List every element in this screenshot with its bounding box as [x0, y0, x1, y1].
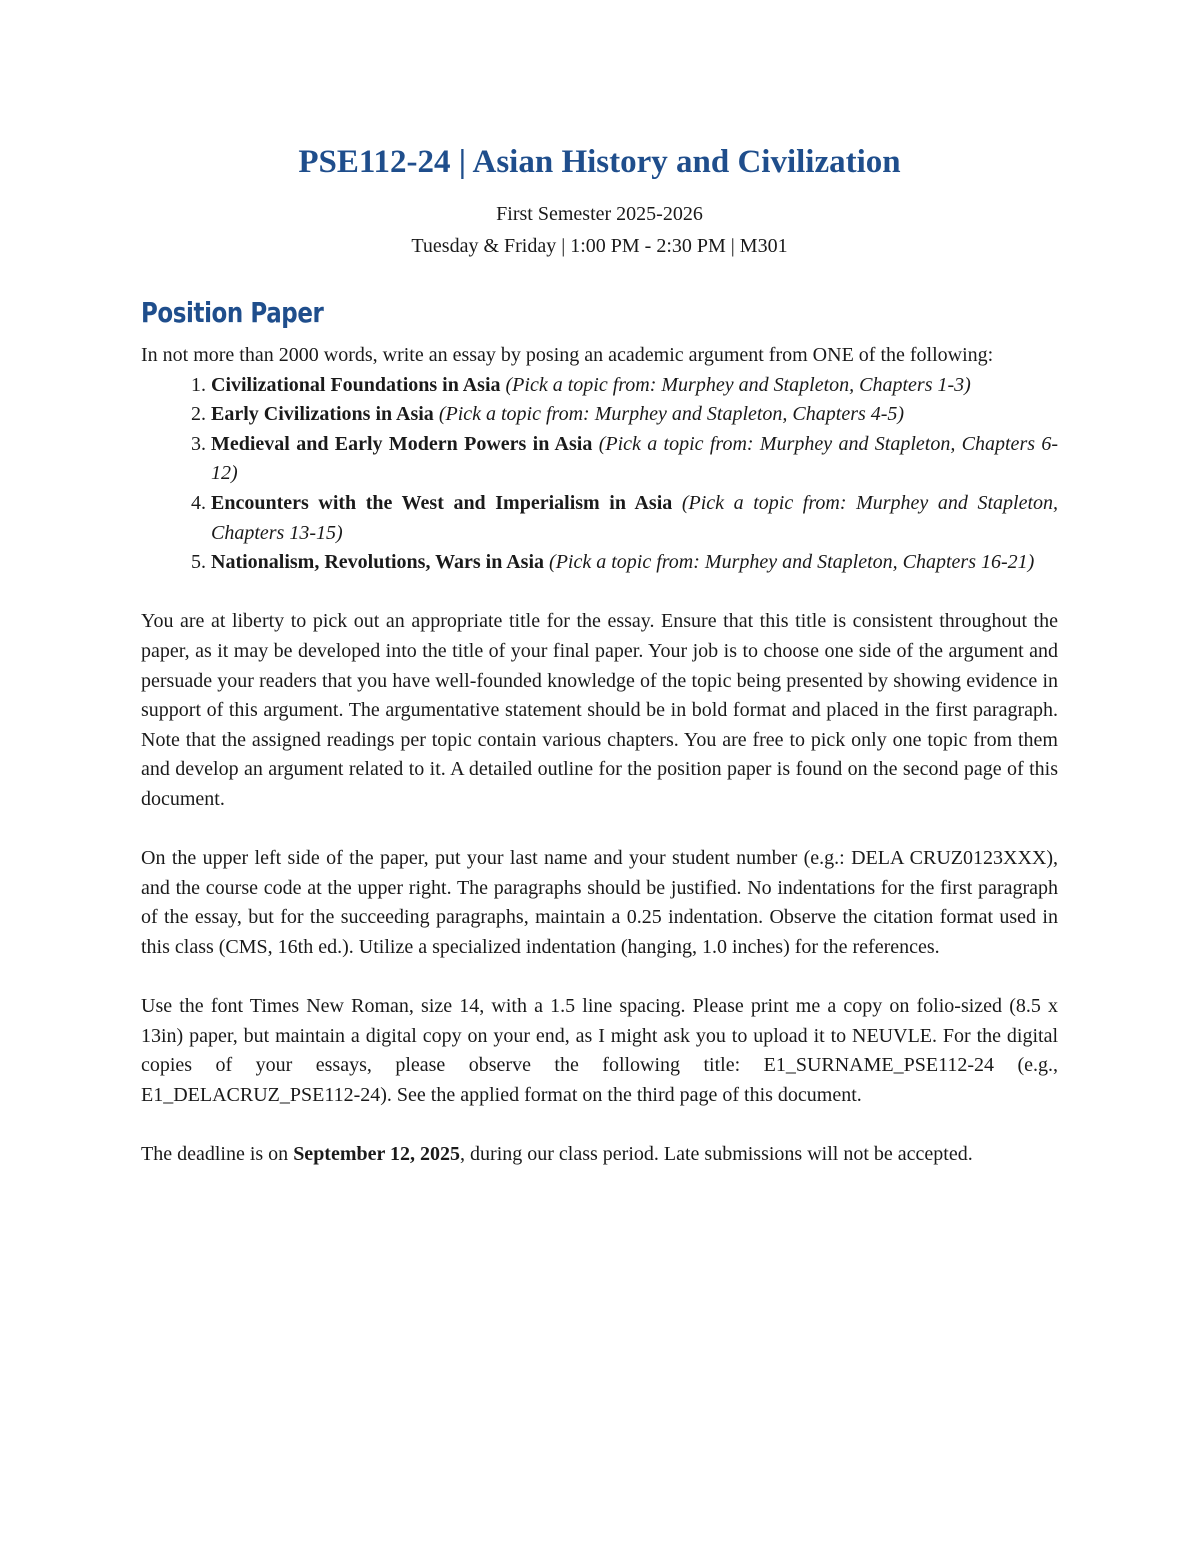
deadline-tail: , during our class period. Late submissions will not be accepted. — [460, 1143, 973, 1166]
topic-name: Encounters with the West and Imperialism in Asia — [211, 491, 673, 514]
semester-line: First Semester 2025-2026 — [496, 203, 703, 225]
paragraph-gap — [141, 578, 1058, 608]
course-title: PSE112-24 | Asian History and Civilization — [298, 144, 901, 180]
topic-name: Civilizational Foundations in Asia — [211, 373, 501, 396]
format-paragraph: On the upper left side of the paper, put your last name and your student number (e.g.: DELA CRUZ0123XXX), and the course code at the upper right. The paragraphs should be justified. No indentations for the first paragraph of the essay, but for the succeeding paragraphs, maintain a 0.25 indentation. Observe the citation format used in this class (CMS, 16th ed.). Utilize a specialized indentation (hanging, 1.0 inches) for the references. — [141, 847, 1058, 958]
topic-name: Nationalism, Revolutions, Wars in Asia — [211, 551, 545, 574]
topic-list — [141, 371, 1058, 578]
paragraph-gap — [141, 962, 1058, 992]
deadline-paragraph — [141, 1140, 1058, 1170]
font-paragraph: Use the font Times New Roman, size 14, with a 1.5 line spacing. Please print me a copy on folio-sized (8.5 x 13in) paper, but maintain a digital copy on your end, as I might ask you to upload it to NEUVLE. For the digital copies of your essays, please observe the following title: E1_SURNAME_PSE112-24 (e.g., E1_DELACRUZ_PSE112-24). See the applied format on the third page of this document. — [141, 995, 1058, 1106]
document-page — [141, 140, 1058, 1170]
list-item — [211, 400, 1058, 430]
deadline-lead: The deadline is on — [141, 1143, 294, 1166]
topic-reference: (Pick a topic from: Murphey and Stapleton, Chapters 1-3) — [505, 373, 971, 396]
topic-reference: (Pick a topic from: Murphey and Stapleton, Chapters 13-15) — [211, 491, 1059, 544]
topic-reference: (Pick a topic from: Murphey and Stapleton, Chapters 16-21) — [549, 551, 1035, 574]
deadline-date: September 12, 2025 — [293, 1143, 461, 1166]
schedule-line: Tuesday & Friday | 1:00 PM - 2:30 PM | M301 — [411, 235, 788, 257]
topic-reference: (Pick a topic from: Murphey and Stapleton, Chapters 6-12) — [211, 432, 1059, 485]
topic-name: Medieval and Early Modern Powers in Asia — [211, 432, 593, 455]
list-item — [211, 489, 1058, 548]
section-heading: Position Paper — [141, 296, 324, 329]
topic-name: Early Civilizations in Asia — [211, 403, 434, 426]
intro-paragraph: In not more than 2000 words, write an essay by posing an academic argument from ONE of the following: — [141, 344, 994, 366]
list-item — [211, 371, 1058, 401]
paragraph-gap — [141, 1110, 1058, 1140]
topic-reference: (Pick a topic from: Murphey and Stapleton, Chapters 4-5) — [438, 403, 905, 426]
list-item — [211, 430, 1058, 489]
liberty-paragraph: You are at liberty to pick out an appropriate title for the essay. Ensure that this title is consistent throughout the paper, as it may be developed into the title of your final paper. Your job is to choose one side of the argument and persuade your readers that you have well-founded knowledge of the topic being presented by showing evidence in support of this argument. The argumentative statement should be in bold format and placed in the first paragraph. Note that the assigned readings per topic contain various chapters. You are free to pick only one topic from them and develop an argument related to it. A detailed outline for the position paper is found on the second page of this document. — [141, 610, 1058, 810]
list-item — [211, 548, 1058, 578]
paragraph-gap — [141, 815, 1058, 845]
